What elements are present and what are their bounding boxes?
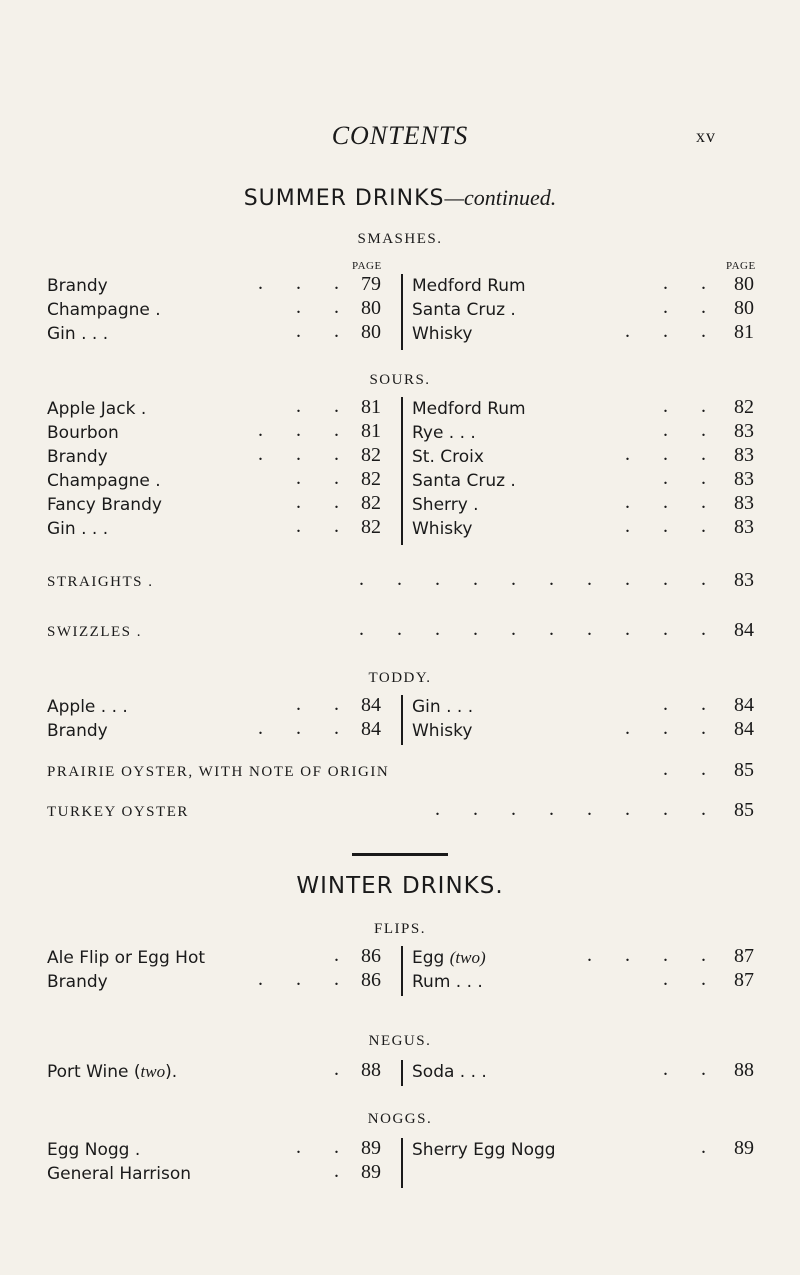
entry-page: 84: [361, 718, 381, 740]
entry-name: Medford Rum: [412, 276, 526, 296]
entry-page: 84: [734, 694, 754, 716]
entry-name: Bourbon: [47, 423, 119, 443]
entry-page: 84: [734, 619, 754, 641]
leader-dots: . .: [663, 467, 720, 489]
entry-page: 81: [361, 420, 381, 442]
entry-name: Whisky: [412, 324, 473, 344]
leader-dots: . .: [296, 693, 353, 715]
page-column-label-left: PAGE: [352, 260, 382, 272]
flips-heading: FLIPS.: [374, 921, 426, 937]
entry-name: Whisky: [412, 721, 473, 741]
leader-dots: . .: [663, 758, 720, 780]
entry-page: 87: [734, 969, 754, 991]
page-column-label-right: PAGE: [726, 260, 756, 272]
leader-dots: . . .: [625, 443, 720, 465]
section-divider-rule: [352, 853, 448, 856]
entry-page: 89: [361, 1161, 381, 1183]
entry-page: 88: [361, 1059, 381, 1081]
entry-name: Gin . . .: [47, 519, 109, 539]
entry-name: Santa Cruz .: [412, 471, 516, 491]
entry-name-italic: (two): [449, 948, 486, 967]
noggs-heading: NOGGS.: [367, 1111, 433, 1127]
entry-page: 87: [734, 945, 754, 967]
entry-name: Sherry .: [412, 495, 479, 515]
leader-dots: .: [334, 1058, 353, 1080]
toc-entry-prairie-oyster: [0, 758, 800, 786]
leader-dots: . . .: [625, 491, 720, 513]
leader-dots: . .: [663, 419, 720, 441]
page-folio: xv: [696, 126, 716, 146]
entry-page: 82: [361, 444, 381, 466]
summer-drinks-title: [0, 185, 800, 211]
entry-name: Santa Cruz .: [412, 300, 516, 320]
entry-page: 80: [734, 297, 754, 319]
toc-entry: [0, 717, 800, 745]
entry-name: Brandy: [47, 972, 108, 992]
entry-name: SWIZZLES .: [47, 624, 142, 640]
leader-dots: . .: [663, 296, 720, 318]
leader-dots: . . .: [625, 717, 720, 739]
entry-name: Soda . . .: [412, 1062, 487, 1082]
leader-dots: . .: [663, 693, 720, 715]
entry-page: 86: [361, 945, 381, 967]
sours-heading: SOURS.: [369, 372, 431, 388]
toc-entry: [0, 1160, 800, 1188]
leader-dots: . . .: [625, 515, 720, 537]
entry-page: 83: [734, 468, 754, 490]
leader-dots: . .: [663, 968, 720, 990]
entry-page: 80: [734, 273, 754, 295]
continued-label: —continued.: [444, 185, 557, 210]
entry-page: 89: [734, 1137, 754, 1159]
leader-dots: . . . .: [587, 944, 720, 966]
leader-dots: . .: [663, 395, 720, 417]
entry-page: 82: [361, 468, 381, 490]
summer-title-text: SUMMER DRINKS: [243, 186, 445, 211]
leader-dots: . . . . . . . . . .: [359, 618, 720, 640]
negus-heading: NEGUS.: [368, 1033, 432, 1049]
leader-dots: .: [334, 944, 353, 966]
entry-page: 80: [361, 297, 381, 319]
entry-name: Medford Rum: [412, 399, 526, 419]
entry-name: General Harrison: [47, 1164, 192, 1184]
entry-page: 83: [734, 420, 754, 442]
entry-name: Rye . . .: [412, 423, 476, 443]
entry-page: 83: [734, 569, 754, 591]
toddy-heading: TODDY.: [368, 670, 432, 686]
leader-dots: . .: [296, 1136, 353, 1158]
leader-dots: . . .: [258, 419, 353, 441]
entry-page: 81: [361, 396, 381, 418]
running-title: CONTENTS: [331, 121, 469, 150]
leader-dots: . .: [663, 272, 720, 294]
entry-page: 84: [734, 718, 754, 740]
entry-page: 80: [361, 321, 381, 343]
entry-name: PRAIRIE OYSTER, WITH NOTE OF ORIGIN: [47, 764, 390, 780]
toc-entry-swizzles: [0, 618, 800, 646]
toc-entry-turkey-oyster: [0, 798, 800, 826]
entry-page: 82: [361, 492, 381, 514]
entry-name: St. Croix: [412, 447, 484, 467]
entry-name-roman: Egg: [412, 948, 450, 968]
entry-name-roman: Port Wine (: [47, 1062, 141, 1082]
toc-entry: [0, 320, 800, 348]
entry-page: 81: [734, 321, 754, 343]
leader-dots: . . . . . . . . . .: [359, 568, 720, 590]
entry-name: STRAIGHTS .: [47, 574, 154, 590]
leader-dots: . .: [296, 491, 353, 513]
toc-entry: [0, 515, 800, 543]
entry-page: 89: [361, 1137, 381, 1159]
toc-entry: [0, 968, 800, 996]
entry-page: 86: [361, 969, 381, 991]
entry-name: Gin . . .: [412, 697, 474, 717]
leader-dots: .: [701, 1136, 720, 1158]
leader-dots: . .: [296, 467, 353, 489]
entry-name: Fancy Brandy: [47, 495, 162, 515]
entry-name: Sherry Egg Nogg: [412, 1140, 556, 1160]
leader-dots: . .: [296, 296, 353, 318]
entry-name: TURKEY OYSTER: [47, 804, 189, 820]
entry-page: 83: [734, 492, 754, 514]
leader-dots: . . .: [258, 717, 353, 739]
entry-name: Champagne .: [47, 471, 161, 491]
entry-name: Rum . . .: [412, 972, 483, 992]
leader-dots: .: [334, 1160, 353, 1182]
entry-page: 85: [734, 799, 754, 821]
leader-dots: . . .: [258, 968, 353, 990]
smashes-heading: SMASHES.: [357, 231, 443, 247]
entry-name-italic: two: [140, 1062, 166, 1081]
entry-page: 83: [734, 516, 754, 538]
entry-page: 79: [361, 273, 381, 295]
leader-dots: . .: [296, 395, 353, 417]
entry-page: 88: [734, 1059, 754, 1081]
leader-dots: . . . . . . . .: [435, 798, 720, 820]
entry-name: Egg Nogg .: [47, 1140, 141, 1160]
entry-name: Apple Jack .: [47, 399, 147, 419]
leader-dots: . . .: [258, 272, 353, 294]
entry-name: Gin . . .: [47, 324, 109, 344]
leader-dots: . .: [296, 515, 353, 537]
entry-name: Apple . . .: [47, 697, 128, 717]
entry-page: 85: [734, 759, 754, 781]
leader-dots: . .: [663, 1058, 720, 1080]
entry-name: Champagne .: [47, 300, 161, 320]
entry-page: 83: [734, 444, 754, 466]
entry-name: Brandy: [47, 447, 108, 467]
leader-dots: . . .: [258, 443, 353, 465]
entry-name: Ale Flip or Egg Hot: [47, 948, 206, 968]
entry-name: Brandy: [47, 276, 108, 296]
leader-dots: . . .: [625, 320, 720, 342]
leader-dots: . .: [296, 320, 353, 342]
entry-page: 82: [361, 516, 381, 538]
toc-entry: [0, 1058, 800, 1086]
entry-name: Whisky: [412, 519, 473, 539]
entry-page: 82: [734, 396, 754, 418]
entry-name: Brandy: [47, 721, 108, 741]
winter-drinks-title: WINTER DRINKS.: [296, 873, 504, 899]
entry-page: 84: [361, 694, 381, 716]
entry-name-roman-after: ).: [165, 1062, 178, 1082]
toc-entry-straights: [0, 568, 800, 596]
